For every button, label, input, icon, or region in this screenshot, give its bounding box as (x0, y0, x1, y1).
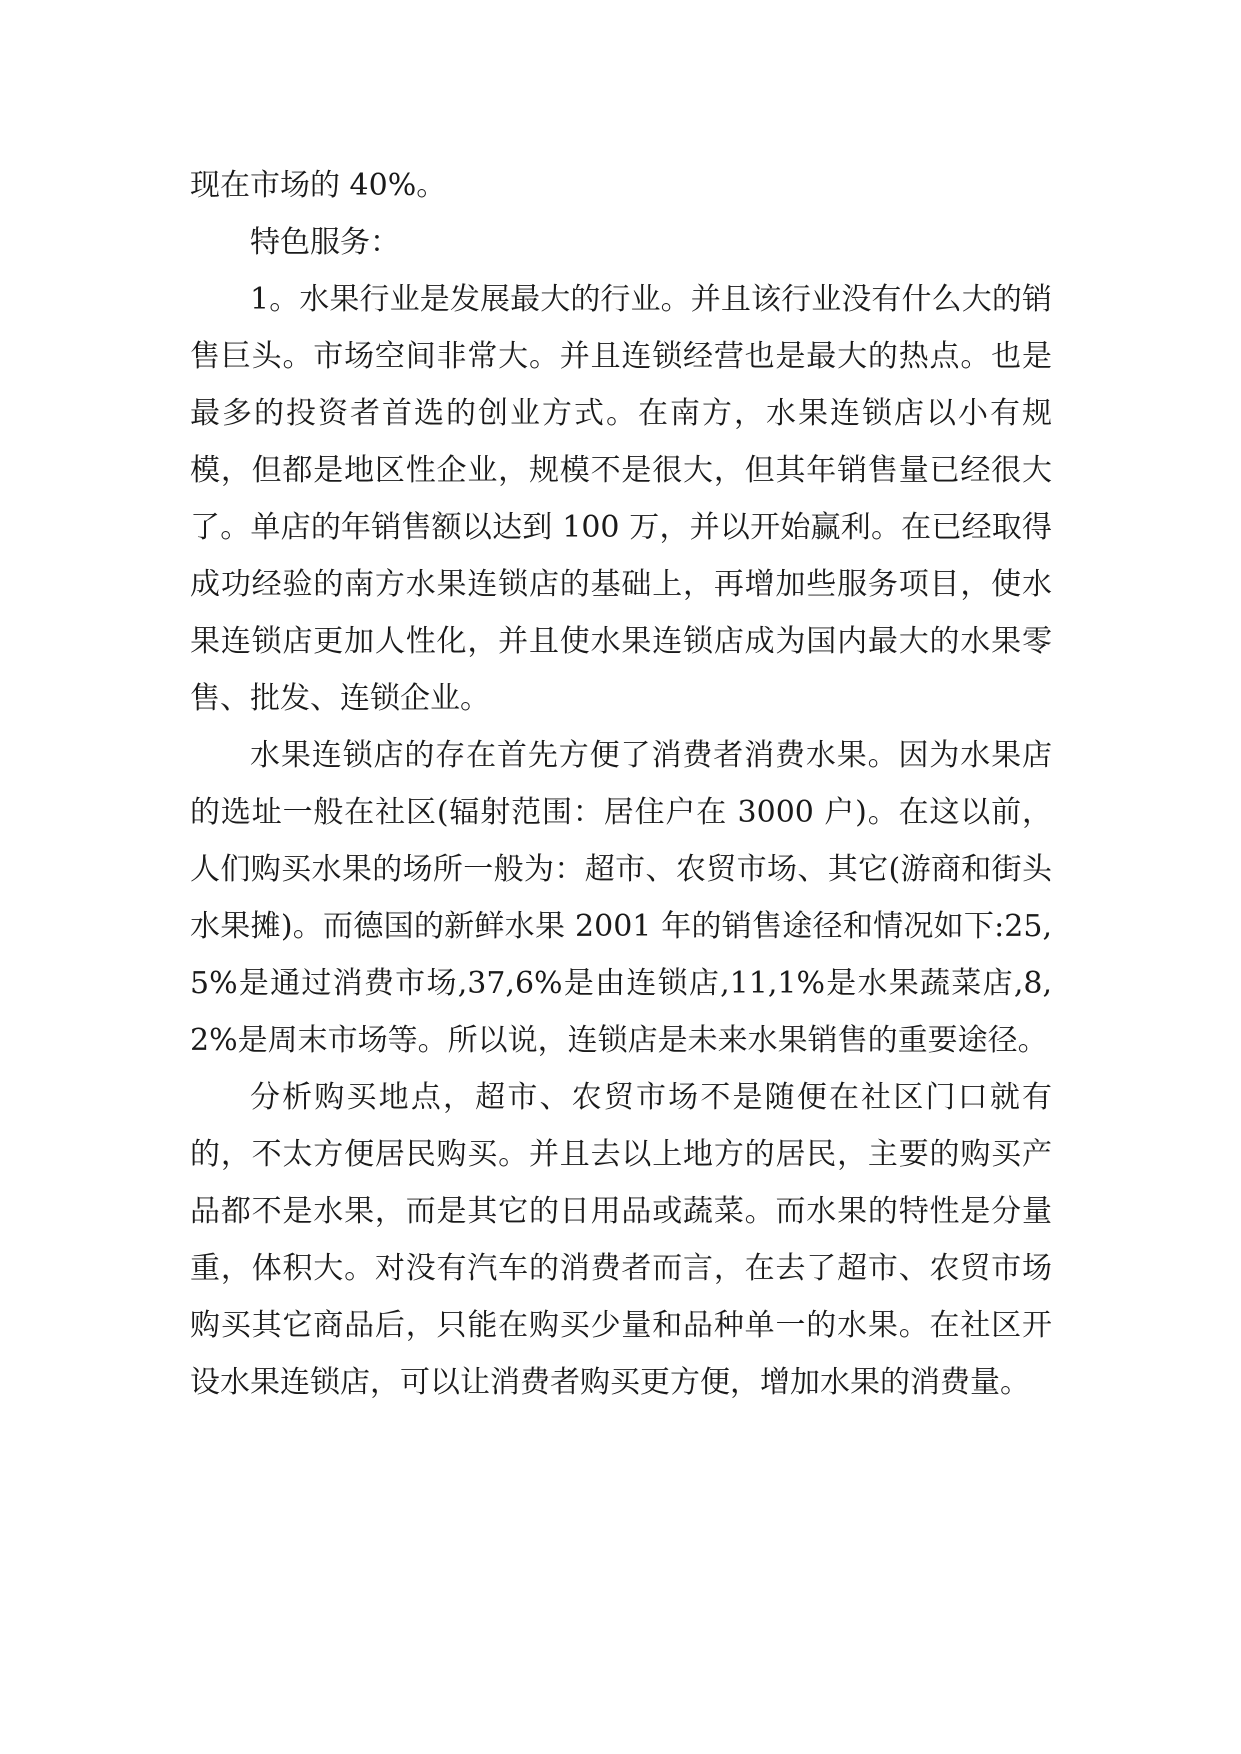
paragraph-continuation: 现在市场的 40%。 (190, 168, 447, 203)
paragraph-heading-special-services: 特色服务： (250, 225, 400, 260)
paragraph-purchase-location-analysis: 分析购买地点，超市、农贸市场不是随便在社区门口就有的，不太方便居民购买。并且去以上地方的居民，主要的购买产品都不是水果，而是其它的日用品或蔬菜。而水果的特性是分量重，体积大。对没有汽车的消费者而言，在去了超市、农贸市场购买其它商品后，只能在购买少量和品种单一的水果。在社区开设水果连锁店，可以让消费者购买更方便，增加水果的消费量。 (190, 1080, 1052, 1400)
paragraph-fruit-industry: 1。水果行业是发展最大的行业。并且该行业没有什么大的销售巨头。市场空间非常大。并且连锁经营也是最大的热点。也是最多的投资者首选的创业方式。在南方，水果连锁店以小有规模，但都是地区性企业，规模不是很大，但其年销售量已经很大了。单店的年销售额以达到 100 万，并以开始赢利。在已经取得成功经验的南方水果连锁店的基础上，再增加些服务项目，使水果连锁店更加人性化，并且使水果连锁店成为国内最大的水果零售、批发、连锁企业。 (190, 282, 1052, 716)
paragraph-chain-store-convenience: 水果连锁店的存在首先方便了消费者消费水果。因为水果店的选址一般在社区(辐射范围：居住户在 3000 户)。在这以前，人们购买水果的场所一般为：超市、农贸市场、其它(游商和街头水果摊)。而德国的新鲜水果 2001 年的销售途径和情况如下:25,5%是通过消费市场,37,6%是由连锁店,11,1%是水果蔬菜店,8,2%是周末市场等。所以说，连锁店是未来水果销售的重要途径。 (190, 738, 1052, 1058)
document-body (190, 157, 1052, 1411)
